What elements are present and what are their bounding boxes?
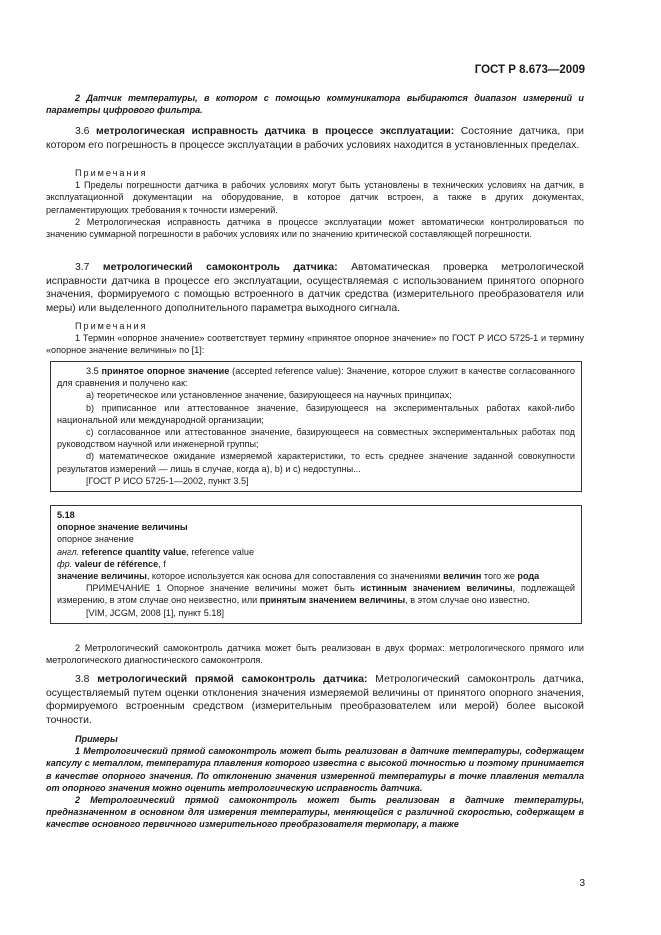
clause-number: 5.18 bbox=[57, 510, 75, 520]
item-b: b) приписанное или аттестованное значение, базирующееся на экспериментальных работах какой-либо национальной или международной организации; bbox=[57, 402, 575, 425]
section-3-6 bbox=[46, 125, 584, 152]
definition: (accepted reference value): Значение, которое служит в качестве согласованного для сравнения и получено как: bbox=[57, 366, 575, 389]
notes-heading: Примечания bbox=[75, 168, 148, 178]
definition: значение величины, которое используется как основа для сопоставления со значениями величин того же рода bbox=[57, 571, 540, 582]
definition: Метрологический самоконтроль датчика, осуществляемый путем оценки отклонения значения измеряемой величины от принятого опорного значения, формируемого встроенным средством (измерительным преобразователем или мерой) более высокой точности. bbox=[46, 674, 584, 726]
term: принятое опорное значение bbox=[101, 366, 230, 376]
section-3-7-note-2: 2 Метрологический самоконтроль датчика может быть реализован в двух формах: метрологического прямого или метрологического диагностического самоконтроля. bbox=[46, 643, 584, 666]
section-3-6-notes bbox=[46, 167, 584, 240]
french-term: valeur de référence bbox=[74, 558, 159, 569]
item-c: c) согласованное или аттестованное значение, базирующееся на совместных экспериментальных работах под руководством научной или инженерной группы; bbox=[57, 427, 575, 450]
note-1: 1 Пределы погрешности датчика в рабочих условиях могут быть установлены в технических условиях на датчик, в эксплуатационной документации на оборудование, в которое датчик встроен, а также в других документах, регламентирующих требования к точности измерений. bbox=[46, 180, 584, 215]
quote-box-gost-5725 bbox=[50, 361, 582, 492]
clause-number: 3.5 bbox=[86, 366, 99, 376]
french-alt: , f bbox=[158, 558, 166, 569]
vim-note-1: ПРИМЕЧАНИЕ 1 Опорное значение величины может быть истинным значением величины, подлежащей измерению, в этом случае оно неизвестно, или принятым значением величины, в этом случае оно известно. bbox=[57, 583, 575, 606]
example-2-continuation: 2 Датчик температуры, в котором с помощью коммуникатора выбираются диапазон измерений и параметры цифрового фильтра. bbox=[46, 93, 584, 116]
item-a: а) теоретическое или установленное значение, базирующееся на научных принципах; bbox=[86, 390, 452, 401]
examples-heading: Примеры bbox=[75, 734, 118, 744]
example-1: 1 Метрологический прямой самоконтроль может быть реализован в датчике температуры, содержащем капсулу с металлом, температура плавления которого известна с высокой точностью и поэтому принимается в качестве опорного значения. По отклонению значения измеренной температуры в точке плавления металла от опорного значения можно оценить метрологическую исправность датчика. bbox=[46, 746, 584, 793]
definition: Автоматическая проверка метрологической исправности датчика в процессе его эксплуатации, осуществляемая с использованием принятого опорного значения, формируемого с помощью встроенного в датчик средства (измерительного преобразователя или меры) или выделенного дополнительного параметра выходного сигнала. bbox=[46, 262, 584, 314]
lang-label: фр. bbox=[57, 558, 73, 569]
term: метрологический прямой самоконтроль датчика: bbox=[97, 674, 368, 685]
notes-heading: Примечания bbox=[75, 321, 148, 331]
item-d: d) математическое ожидание измеряемой характеристики, то есть среднее значение заданной совокупности результатов измерений — лишь в случае, когда а), b) и c) недоступны... bbox=[57, 451, 575, 474]
definition: Состояние датчика, при котором его погрешность в процессе эксплуатации в рабочих условиях находится в установленных пределах. bbox=[46, 126, 584, 151]
section-3-8 bbox=[46, 673, 584, 727]
synonym: опорное значение bbox=[57, 534, 134, 545]
section-number: 3.6 bbox=[75, 126, 90, 137]
note-2: 2 Метрологическая исправность датчика в процессе эксплуатации может автоматически контролироваться по значению суммарной погрешности в рабочих условиях или по значению критической составляющей погрешности. bbox=[46, 216, 584, 240]
english-term: reference quantity value bbox=[81, 546, 187, 557]
source-reference: [VIM, JCGM, 2008 [1], пункт 5.18] bbox=[86, 607, 224, 618]
term: опорное значение величины bbox=[57, 522, 188, 533]
section-number: 3.7 bbox=[75, 262, 90, 273]
term: метрологический самоконтроль датчика: bbox=[102, 262, 338, 273]
term: метрологическая исправность датчика в процессе эксплуатации: bbox=[96, 126, 455, 137]
section-3-7-notes bbox=[46, 320, 584, 357]
page-number: 3 bbox=[579, 878, 585, 889]
section-number: 3.8 bbox=[75, 674, 90, 685]
section-3-7 bbox=[46, 261, 584, 315]
source-reference: [ГОСТ Р ИСО 5725-1—2002, пункт 3.5] bbox=[86, 475, 249, 486]
english-alt: , reference value bbox=[186, 546, 255, 557]
standard-designation: ГОСТ Р 8.673—2009 bbox=[474, 64, 585, 76]
quote-box-vim bbox=[50, 505, 582, 624]
example-2: 2 Метрологический прямой самоконтроль может быть реализован в датчике температуры, предназначенном в основном для измерения температуры, меняющейся с различной скоростью, содержащем в качестве основного первичного измерительного преобразователя термопару, а также bbox=[46, 795, 584, 830]
lang-label: англ. bbox=[57, 546, 80, 557]
note-1: 1 Термин «опорное значение» соответствует термину «принятое опорное значение» по ГОСТ Р ИСО 5725-1 и термину «опорное значение величины» по [1]: bbox=[46, 333, 584, 356]
section-3-8-examples bbox=[46, 733, 584, 831]
